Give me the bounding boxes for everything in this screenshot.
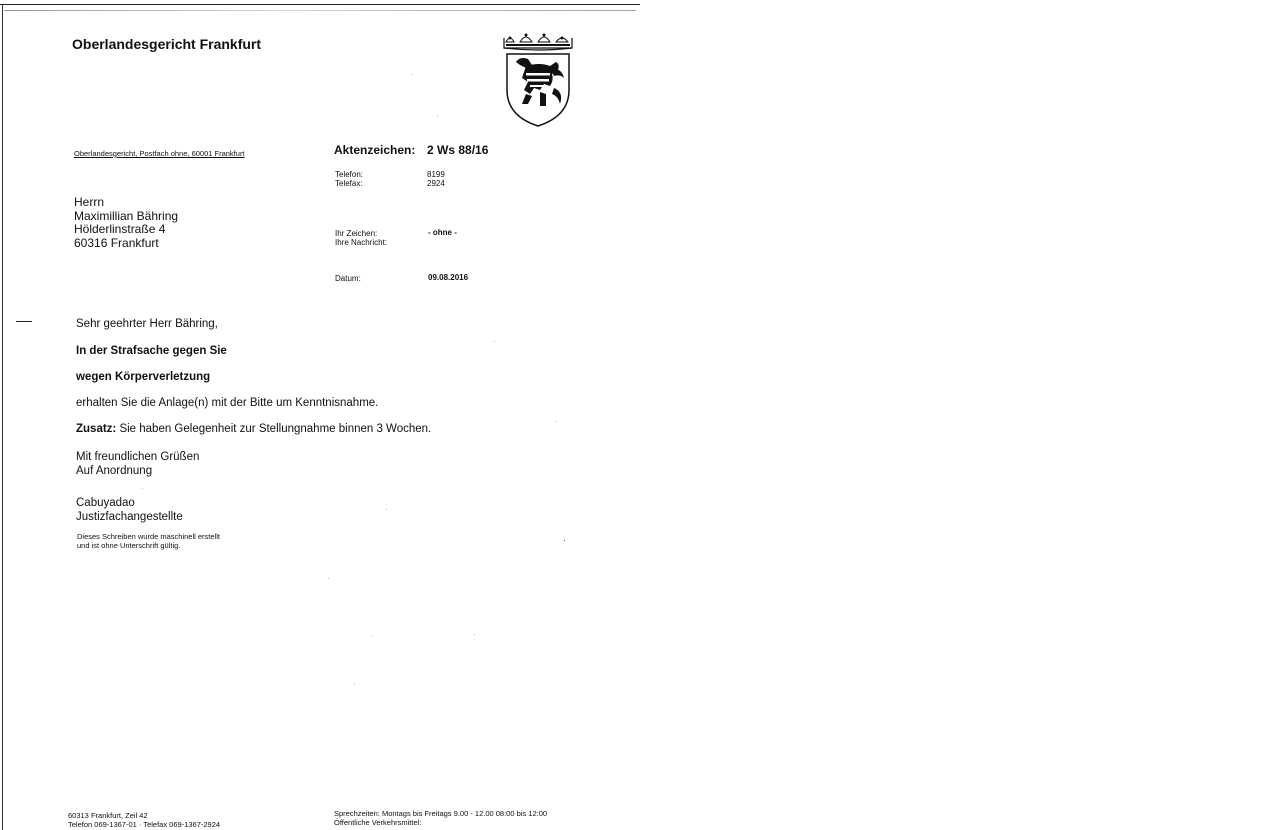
date-label: Datum: <box>335 274 361 283</box>
footer-address-block <box>68 811 220 829</box>
scan-speck <box>142 488 143 489</box>
closing-block <box>76 450 199 478</box>
fax-value: 2924 <box>427 179 445 188</box>
scan-speck <box>474 634 475 635</box>
scan-speck <box>494 341 495 342</box>
phone-label: Telefon: <box>335 170 364 179</box>
file-number-label: Aktenzeichen: <box>334 143 416 157</box>
scan-speck <box>437 116 438 117</box>
file-number-value: 2 Ws 88/16 <box>427 143 489 157</box>
your-reference-value: - ohne - <box>428 228 457 237</box>
your-message-label: Ihre Nachricht: <box>335 238 388 247</box>
subject-line-1: In der Strafsache gegen Sie <box>76 345 227 357</box>
signer-name: Cabuyadao <box>76 497 135 509</box>
machine-generated-notice <box>77 532 220 550</box>
scan-speck <box>386 509 387 510</box>
your-reference-label: Ihr Zeichen: <box>335 229 378 238</box>
recipient-address <box>74 196 178 250</box>
recipient-city: 60316 Frankfurt <box>74 235 159 250</box>
addendum-label: Zusatz: <box>76 423 117 435</box>
fax-label: Telefax: <box>335 179 363 188</box>
recipient-title: Herrn <box>74 195 105 209</box>
notice-line-2: und ist ohne Unterschrift gültig. <box>77 541 181 550</box>
date-value: 09.08.2016 <box>428 273 469 282</box>
return-address: Oberlandesgericht, Postfach ohne, 60001 Frankfurt <box>74 149 245 158</box>
scan-speck <box>556 421 557 422</box>
subject-line-2: wegen Körperverletzung <box>76 371 211 383</box>
scan-edge-left <box>2 4 3 830</box>
phone-value: 8199 <box>427 170 445 179</box>
footer-hours-block <box>334 809 547 827</box>
scan-speck <box>372 636 373 637</box>
recipient-street: Hölderlinstraße 4 <box>74 222 166 236</box>
footer-phone-fax: Telefon 069-1367-01 · Telefax 069-1367-2924 <box>68 820 221 829</box>
scan-edge-top-shadow <box>4 10 636 11</box>
addendum-text: Sie haben Gelegenheit zur Stellungnahme binnen 3 Wochen. <box>116 423 432 435</box>
reference-labels <box>335 229 387 247</box>
footer-office-hours: Sprechzeiten: Montags bis Freitags 9.00 - 12.00 08:00 bis 12:00 <box>334 809 548 818</box>
hesse-coat-of-arms-icon <box>500 32 576 128</box>
scan-speck <box>354 683 355 684</box>
signer-block <box>76 496 183 524</box>
closing-order: Auf Anordnung <box>76 465 153 477</box>
letter-greeting: Sehr geehrter Herr Bähring, <box>76 318 218 330</box>
letter-body: erhalten Sie die Anlage(n) mit der Bitte um Kenntnisnahme. <box>76 397 379 409</box>
contact-values <box>427 170 445 188</box>
addendum <box>76 423 431 435</box>
closing-regards: Mit freundlichen Grüßen <box>76 451 200 463</box>
notice-line-1: Dieses Schreiben wurde maschinell erstellt <box>77 532 220 541</box>
scan-speck <box>564 540 565 541</box>
footer-address: 60313 Frankfurt, Zeil 42 <box>68 811 148 820</box>
scan-speck <box>328 578 329 579</box>
footer-transit: Öffentliche Verkehrsmittel: <box>334 818 422 827</box>
signer-title: Justizfachangestellte <box>76 511 183 523</box>
fold-mark <box>16 321 32 322</box>
scan-speck <box>412 74 413 75</box>
court-name: Oberlandesgericht Frankfurt <box>72 36 262 52</box>
contact-labels <box>335 170 363 188</box>
scan-edge-top <box>0 4 640 5</box>
recipient-name: Maximillian Bähring <box>74 208 179 223</box>
